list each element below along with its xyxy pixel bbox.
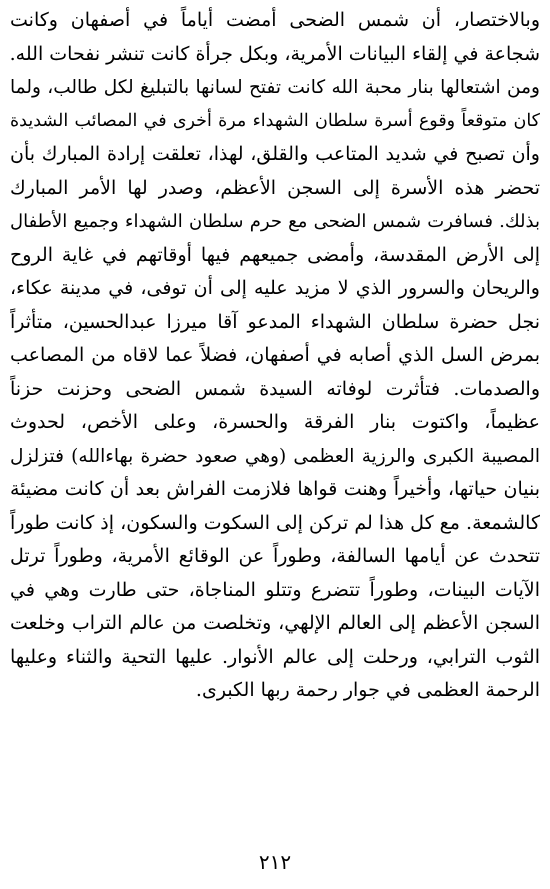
text-line: كان متوقعاً وقوع أسرة سلطان الشهداء مرة أخرى في المصائب الشديدة bbox=[10, 110, 540, 131]
text-line-last: الرحمة العظمى في جوار رحمة ربها الكبرى. bbox=[195, 679, 540, 701]
page-number: ٢١٢ bbox=[258, 850, 292, 874]
text-line: والصدمات. فتأثرت لوفاته السيدة شمس الضحى وحزنت حزناً bbox=[10, 377, 540, 400]
text-line: ومن اشتعالها بنار محبة الله كانت تفتح لسانها بالتبليغ لكل طالب، ولما bbox=[10, 77, 540, 98]
body-text bbox=[10, 4, 540, 708]
text-line: عظيماً، واكتوت بنار الفرقة والحسرة، وعلى الأخص، لحدوث bbox=[10, 411, 540, 433]
text-line: بمرض السل الذي أصابه في أصفهان، فضلاً عما لاقاه من المصاعب bbox=[10, 344, 540, 366]
text-line: الثوب الترابي، ورحلت إلى عالم الأنوار. عليها التحية والثناء وعليها bbox=[10, 645, 540, 668]
text-line: الآيات البينات، وطوراً تتضرع وتتلو المناجاة، حتى طارت وهي في bbox=[10, 578, 540, 601]
text-line: شجاعة في إلقاء البيانات الأمرية، وبكل جرأة كانت تنشر نفحات الله. bbox=[10, 42, 540, 65]
text-line: وبالاختصار، أن شمس الضحى أمضت أياماً في أصفهان وكانت bbox=[10, 9, 540, 31]
text-line: والريحان والسرور الذي لا مزيد عليه إلى أن توفى، في مدينة عكاء، bbox=[10, 277, 540, 299]
text-line: كالشمعة. مع كل هذا لم تركن إلى السكوت والسكون، إذ كانت طوراً bbox=[10, 511, 540, 534]
text-line: السجن الأعظم إلى العالم الإلهي، وتخلصت من عالم التراب وخلعت bbox=[10, 612, 540, 634]
text-line: وأن تصبح في شديد المتاعب والقلق، لهذا، تعلقت إرادة المبارك بأن bbox=[10, 143, 540, 165]
text-line: تحضر هذه الأسرة إلى السجن الأعظم، وصدر لها الأمر المبارك bbox=[10, 176, 540, 199]
text-line: بذلك. فسافرت شمس الضحى مع حرم سلطان الشهداء وجميع الأطفال bbox=[10, 211, 540, 232]
text-line: نجل حضرة سلطان الشهداء المدعو آقا ميرزا عبدالحسين، متأثراً bbox=[10, 310, 540, 333]
text-line: المصيبة الكبرى والرزية العظمى (وهي صعود حضرة بهاءالله) فتزلزل bbox=[10, 445, 540, 467]
text-line: تتحدث عن أيامها السالفة، وطوراً عن الوقائع الأمرية، وطوراً ترتل bbox=[10, 545, 540, 567]
text-line: بنيان حياتها، وأخيراً وهنت قواها فلازمت الفراش بعد أن كانت مضيئة bbox=[10, 478, 540, 500]
text-line: إلى الأرض المقدسة، وأمضى جميعهم فيها أوقاتهم في غاية الروح bbox=[10, 243, 540, 266]
